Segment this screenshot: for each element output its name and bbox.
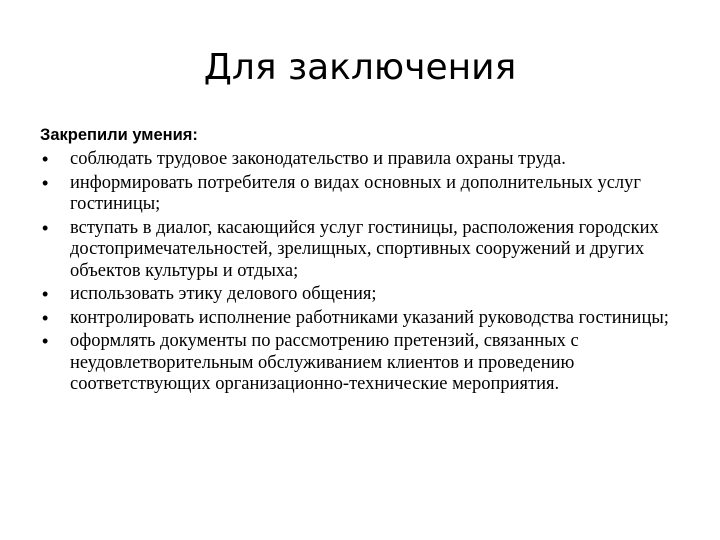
- list-item: [40, 331, 690, 396]
- skills-list: [40, 149, 690, 396]
- bullet-icon: •: [42, 284, 49, 304]
- list-item: [40, 218, 690, 283]
- list-item-text: контролировать исполнение работниками указаний руководства гостиницы;: [70, 307, 669, 328]
- list-item: [40, 284, 690, 306]
- list-item-text: соблюдать трудовое законодательство и правила охраны труда.: [70, 149, 566, 169]
- bullet-icon: •: [42, 307, 49, 328]
- list-item-text: оформлять документы по рассмотрению претензий, связанных с неудовлетворительным обслуживанием клиентов и проведению соответствующих организационно-технические мероприятия.: [70, 331, 579, 394]
- list-item-text: вступать в диалог, касающийся услуг гостиницы, расположения городских достопримечательностей, зрелищных, спортивных сооружений и других объектов культуры и отдыха;: [70, 217, 659, 281]
- slide-content: [40, 123, 690, 398]
- list-item: [40, 149, 690, 171]
- slide-title: Для заключения: [203, 47, 517, 88]
- bullet-icon: •: [42, 217, 49, 238]
- bullet-icon: •: [42, 331, 49, 351]
- bullet-icon: •: [42, 172, 49, 193]
- list-item: [40, 308, 690, 330]
- list-item-text: использовать этику делового общения;: [70, 284, 377, 304]
- list-item: [40, 173, 690, 216]
- bullet-icon: •: [42, 149, 49, 169]
- list-item-text: информировать потребителя о видах основных и дополнительных услуг гостиницы;: [70, 172, 641, 214]
- skills-heading: Закрепили умения:: [40, 126, 198, 144]
